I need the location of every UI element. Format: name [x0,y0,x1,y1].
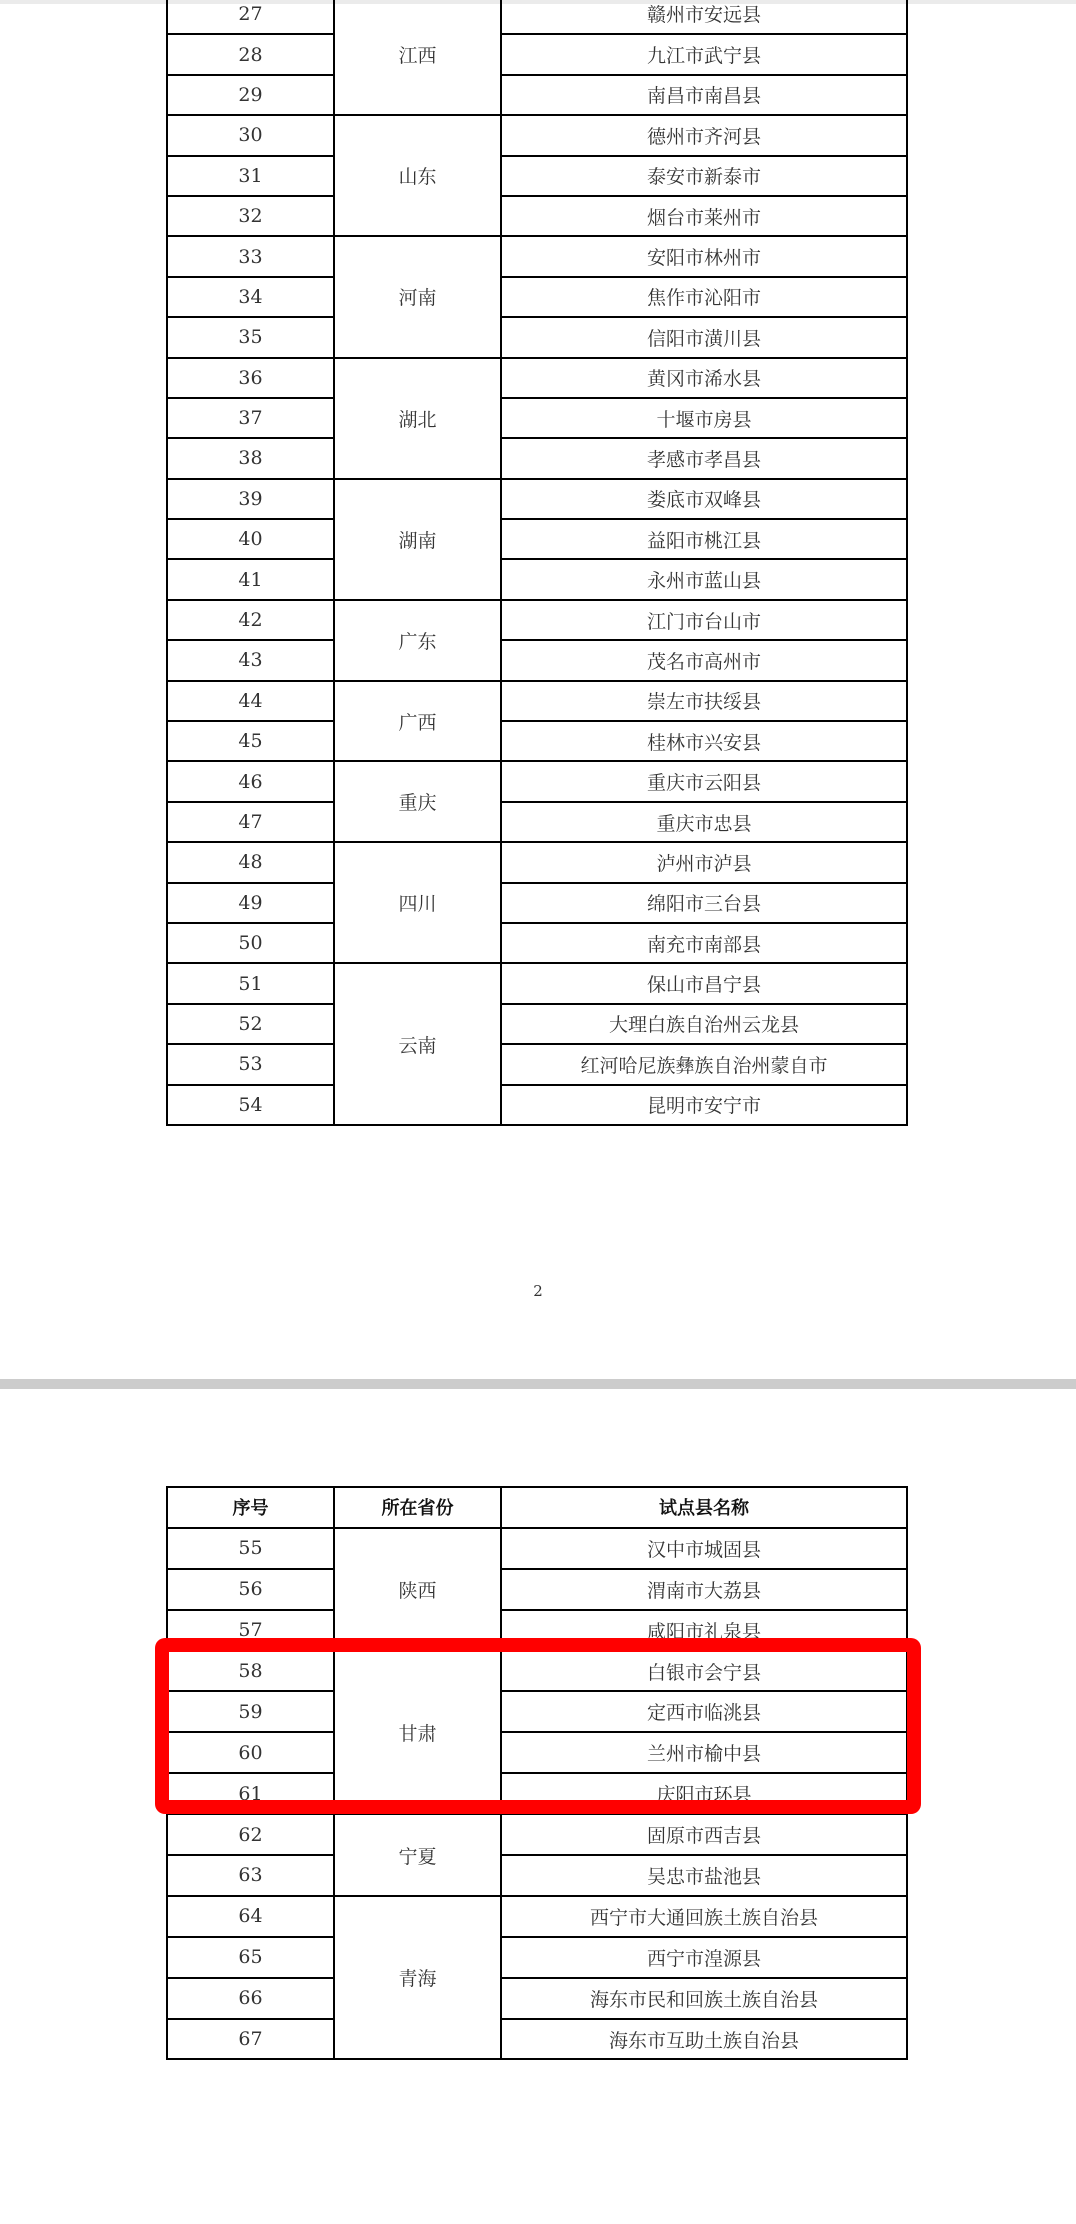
county-name-cell: 庆阳市环县 [501,1773,907,1814]
table-row [167,883,907,923]
table-row [167,1528,907,1569]
serial-number-cell: 41 [167,559,334,599]
table-body [167,0,907,1125]
province-cell: 湖北 [334,358,501,479]
county-name-cell: 娄底市双峰县 [501,479,907,519]
serial-number-cell: 63 [167,1855,334,1896]
serial-number-cell: 42 [167,600,334,640]
serial-number-cell: 44 [167,681,334,721]
table-row [167,277,907,317]
county-name-cell: 大理白族自治州云龙县 [501,1004,907,1044]
table-row [167,115,907,155]
county-name-cell: 定西市临洮县 [501,1691,907,1732]
serial-number-cell: 61 [167,1773,334,1814]
table-row [167,317,907,357]
serial-number-cell: 47 [167,802,334,842]
county-name-cell: 泰安市新泰市 [501,156,907,196]
serial-number-cell: 37 [167,398,334,438]
county-name-cell: 泸州市泸县 [501,842,907,882]
table-row [167,802,907,842]
county-name-cell: 吴忠市盐池县 [501,1855,907,1896]
serial-number-cell: 40 [167,519,334,559]
serial-number-cell: 57 [167,1610,334,1651]
serial-number-cell: 35 [167,317,334,357]
table-row [167,681,907,721]
serial-number-cell: 67 [167,2019,334,2060]
header-county-name: 试点县名称 [501,1487,907,1528]
province-cell: 山东 [334,115,501,236]
county-name-cell: 永州市蓝山县 [501,559,907,599]
serial-number-cell: 58 [167,1651,334,1692]
table-row [167,519,907,559]
county-name-cell: 西宁市湟源县 [501,1937,907,1978]
county-name-cell: 益阳市桃江县 [501,519,907,559]
serial-number-cell: 52 [167,1004,334,1044]
serial-number-cell: 46 [167,761,334,801]
province-cell: 青海 [334,1896,501,2060]
table-row [167,398,907,438]
province-cell: 江西 [334,0,501,115]
serial-number-cell: 55 [167,1528,334,1569]
county-name-cell: 昆明市安宁市 [501,1085,907,1125]
serial-number-cell: 31 [167,156,334,196]
province-cell: 河南 [334,236,501,357]
county-name-cell: 赣州市安远县 [501,0,907,34]
province-cell: 云南 [334,963,501,1125]
page-number: 2 [533,1282,543,1300]
county-name-cell: 汉中市城固县 [501,1528,907,1569]
serial-number-cell: 59 [167,1691,334,1732]
table-row [167,75,907,115]
table-row [167,358,907,398]
serial-number-cell: 28 [167,34,334,74]
county-name-cell: 咸阳市礼泉县 [501,1610,907,1651]
table-row [167,1855,907,1896]
table-row [167,1896,907,1937]
county-name-cell: 黄冈市浠水县 [501,358,907,398]
county-name-cell: 渭南市大荔县 [501,1569,907,1610]
county-name-cell: 重庆市忠县 [501,802,907,842]
county-name-cell: 崇左市扶绥县 [501,681,907,721]
table-row [167,236,907,276]
table-row [167,1004,907,1044]
county-name-cell: 桂林市兴安县 [501,721,907,761]
province-cell: 广西 [334,681,501,762]
county-name-cell: 固原市西吉县 [501,1814,907,1855]
serial-number-cell: 65 [167,1937,334,1978]
serial-number-cell: 54 [167,1085,334,1125]
county-name-cell: 九江市武宁县 [501,34,907,74]
county-name-cell: 安阳市林州市 [501,236,907,276]
province-cell: 重庆 [334,761,501,842]
county-name-cell: 兰州市榆中县 [501,1732,907,1773]
serial-number-cell: 36 [167,358,334,398]
table-row [167,1978,907,2019]
table-row [167,1814,907,1855]
province-cell: 甘肃 [334,1651,501,1815]
table-row [167,761,907,801]
serial-number-cell: 33 [167,236,334,276]
county-name-cell: 茂名市高州市 [501,640,907,680]
table-row [167,1569,907,1610]
table-row [167,559,907,599]
table-body [167,1528,907,2060]
county-name-cell: 孝感市孝昌县 [501,438,907,478]
county-name-cell: 江门市台山市 [501,600,907,640]
serial-number-cell: 30 [167,115,334,155]
serial-number-cell: 27 [167,0,334,34]
serial-number-cell: 39 [167,479,334,519]
table-row [167,2019,907,2060]
county-name-cell: 白银市会宁县 [501,1651,907,1692]
county-name-cell: 海东市互助土族自治县 [501,2019,907,2060]
pilot-county-table-page1 [166,0,908,1126]
serial-number-cell: 53 [167,1044,334,1084]
table-row [167,156,907,196]
serial-number-cell: 32 [167,196,334,236]
table-row [167,721,907,761]
table-row [167,923,907,963]
serial-number-cell: 38 [167,438,334,478]
serial-number-cell: 43 [167,640,334,680]
header-serial-number: 序号 [167,1487,334,1528]
county-name-cell: 重庆市云阳县 [501,761,907,801]
table-row [167,1732,907,1773]
province-cell: 四川 [334,842,501,963]
serial-number-cell: 66 [167,1978,334,2019]
table-row [167,0,907,34]
table-row [167,479,907,519]
table-row [167,600,907,640]
serial-number-cell: 49 [167,883,334,923]
serial-number-cell: 51 [167,963,334,1003]
table-row [167,34,907,74]
pilot-county-table-page2 [166,1486,908,2060]
table-row [167,1044,907,1084]
table-row [167,438,907,478]
table-row [167,1937,907,1978]
county-name-cell: 红河哈尼族彝族自治州蒙自市 [501,1044,907,1084]
county-name-cell: 南昌市南昌县 [501,75,907,115]
county-name-cell: 海东市民和回族土族自治县 [501,1978,907,2019]
table-row [167,1610,907,1651]
table-row [167,1085,907,1125]
province-cell: 湖南 [334,479,501,600]
county-name-cell: 绵阳市三台县 [501,883,907,923]
serial-number-cell: 64 [167,1896,334,1937]
county-name-cell: 信阳市潢川县 [501,317,907,357]
county-name-cell: 南充市南部县 [501,923,907,963]
county-name-cell: 保山市昌宁县 [501,963,907,1003]
serial-number-cell: 60 [167,1732,334,1773]
table-row [167,842,907,882]
serial-number-cell: 50 [167,923,334,963]
county-name-cell: 西宁市大通回族土族自治县 [501,1896,907,1937]
province-cell: 陕西 [334,1528,501,1651]
table-row [167,1651,907,1692]
serial-number-cell: 56 [167,1569,334,1610]
county-name-cell: 德州市齐河县 [501,115,907,155]
province-cell: 广东 [334,600,501,681]
serial-number-cell: 45 [167,721,334,761]
serial-number-cell: 48 [167,842,334,882]
serial-number-cell: 62 [167,1814,334,1855]
county-name-cell: 十堰市房县 [501,398,907,438]
header-province: 所在省份 [334,1487,501,1528]
serial-number-cell: 34 [167,277,334,317]
serial-number-cell: 29 [167,75,334,115]
table-row [167,196,907,236]
table-row [167,1773,907,1814]
page-separator [0,1379,1076,1389]
county-name-cell: 烟台市莱州市 [501,196,907,236]
table-row [167,963,907,1003]
table-row [167,1691,907,1732]
table-header-row [167,1487,907,1528]
table-row [167,640,907,680]
province-cell: 宁夏 [334,1814,501,1896]
county-name-cell: 焦作市沁阳市 [501,277,907,317]
